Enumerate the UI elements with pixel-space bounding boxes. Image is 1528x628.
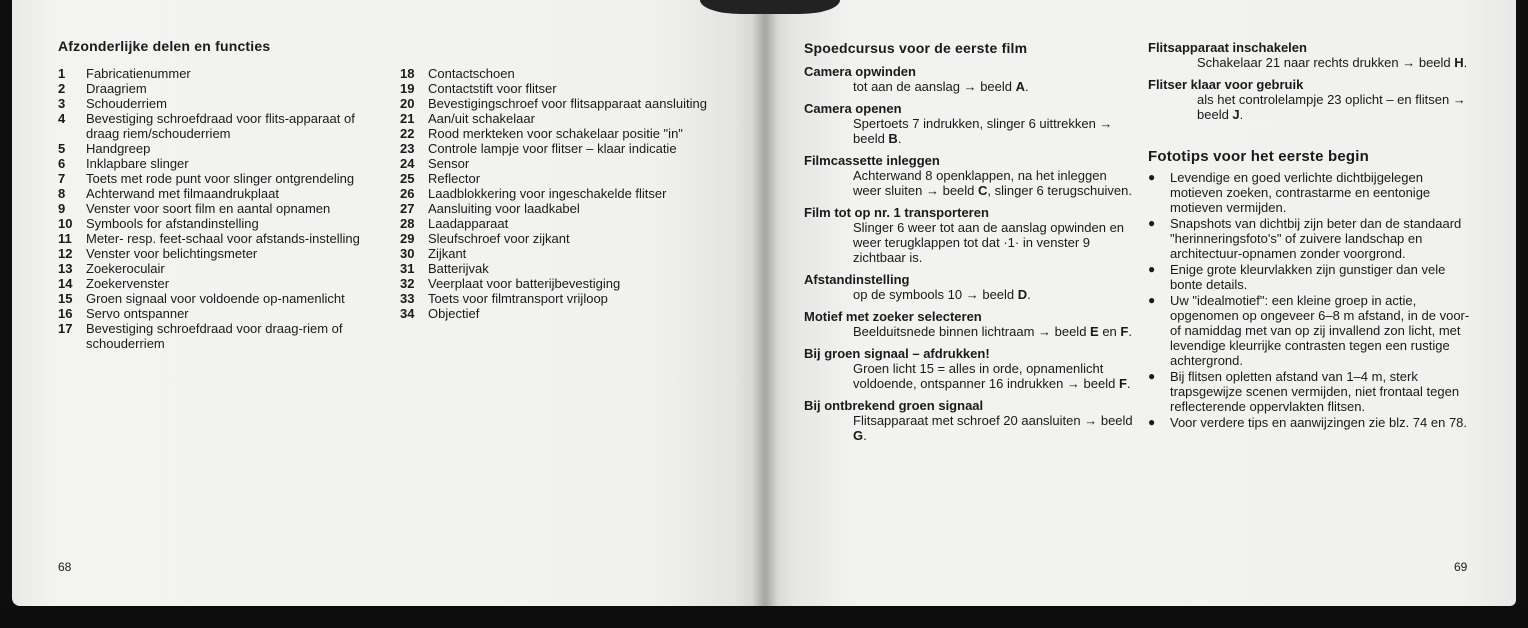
part-label: Contactstift voor flitser xyxy=(428,81,557,96)
parts-list-2 xyxy=(400,66,730,321)
section-text: . xyxy=(1239,107,1244,122)
section-text: . xyxy=(1463,55,1468,70)
section-body xyxy=(1148,92,1474,122)
part-label: Sensor xyxy=(428,156,470,171)
part-label: Toets met rode punt voor slinger ontgrendeling xyxy=(86,171,355,186)
section-text: Schakelaar 21 naar rechts drukken → beeld xyxy=(1197,55,1455,70)
tip-text: Voor verdere tips en aanwijzingen zie blz. 74 en 78. xyxy=(1170,415,1468,430)
part-label: Bevestigingschroef voor flitsapparaat aansluiting xyxy=(428,96,707,111)
part-label: Aan/uit schakelaar xyxy=(428,111,535,126)
part-number: 23 xyxy=(400,141,415,156)
part-label: Reflector xyxy=(428,171,481,186)
part-item xyxy=(58,96,388,111)
part-number: 2 xyxy=(58,81,66,96)
figure-ref: G xyxy=(853,428,864,443)
part-label: Meter- resp. feet-schaal voor afstands-instelling xyxy=(86,231,360,246)
part-label: Schouderriem xyxy=(86,96,167,111)
figure-ref: F xyxy=(1120,324,1129,339)
part-label: Handgreep xyxy=(86,141,151,156)
part-number: 4 xyxy=(58,111,66,126)
page-number-right: 69 xyxy=(1454,560,1468,574)
part-item xyxy=(58,321,388,351)
part-item xyxy=(400,141,730,156)
tip-text: Enige grote kleurvlakken zijn gunstiger dan vele bonte details. xyxy=(1170,262,1446,292)
section-body xyxy=(804,287,1134,302)
part-number: 9 xyxy=(58,201,66,216)
part-number: 31 xyxy=(400,261,415,276)
section-text: . xyxy=(1025,79,1029,94)
section-title: Flitsapparaat inschakelen xyxy=(1148,40,1307,55)
section-text: en xyxy=(1098,324,1121,339)
part-number: 3 xyxy=(58,96,66,111)
part-item xyxy=(58,276,388,291)
part-number: 12 xyxy=(58,246,73,261)
right-page xyxy=(764,0,1516,606)
part-number: 32 xyxy=(400,276,415,291)
part-number: 7 xyxy=(58,171,66,186)
section-body xyxy=(804,324,1134,339)
part-label: Zoekeroculair xyxy=(86,261,165,276)
part-item xyxy=(58,246,388,261)
bullet-icon: ● xyxy=(1148,262,1156,276)
part-number: 20 xyxy=(400,96,415,111)
tip-text: Levendige en goed verlichte dichtbijgelegen motieven zoeken, contrastarme en eentonige motieven vermijden. xyxy=(1170,170,1431,215)
bullet-icon: ● xyxy=(1148,216,1156,230)
bullet-icon: ● xyxy=(1148,170,1156,184)
section-title: Flitser klaar voor gebruik xyxy=(1148,77,1304,92)
part-number: 16 xyxy=(58,306,73,321)
part-number: 1 xyxy=(58,66,66,81)
part-item xyxy=(58,66,388,81)
part-number: 6 xyxy=(58,156,66,171)
part-label: Bevestiging schroefdraad voor flits-apparaat of draag riem/schouderriem xyxy=(86,111,355,141)
section-body xyxy=(804,79,1134,94)
part-label: Venster voor soort film en aantal opnamen xyxy=(86,201,331,216)
part-label: Groen signaal voor voldoende op-namenlicht xyxy=(86,291,345,306)
part-item xyxy=(58,306,388,321)
section-title: Bij groen signaal – afdrukken! xyxy=(804,346,990,361)
part-label: Venster voor belichtingsmeter xyxy=(86,246,258,261)
quick-course-heading: Spoedcursus voor de eerste film xyxy=(804,40,1028,56)
part-label: Bevestiging schroefdraad voor draag-riem of schouderriem xyxy=(86,321,343,351)
part-label: Veerplaat voor batterijbevestiging xyxy=(428,276,621,291)
section xyxy=(804,101,1134,146)
part-item xyxy=(58,81,388,96)
part-number: 27 xyxy=(400,201,415,216)
section-text: Groen licht 15 = alles in orde, opnamenlicht voldoende, ontspanner 16 indrukken → beeld xyxy=(853,361,1119,391)
part-number: 10 xyxy=(58,216,73,231)
section-body xyxy=(804,361,1134,391)
section-text: . xyxy=(1027,287,1031,302)
section-text: als het controlelampje 23 oplicht – en flitsen → beeld xyxy=(1197,92,1466,122)
part-item xyxy=(400,96,730,111)
bullet-icon: ● xyxy=(1148,369,1156,383)
part-item xyxy=(400,231,730,246)
part-label: Fabricatienummer xyxy=(86,66,191,81)
flash-sections xyxy=(1148,40,1474,129)
section-title: Motief met zoeker selecteren xyxy=(804,309,982,324)
section-text: Achterwand 8 openklappen, na het inleggen weer sluiten → beeld xyxy=(853,168,1107,198)
section xyxy=(804,205,1134,265)
tip-text: Snapshots van dichtbij zijn beter dan de standaard "herinneringsfoto's" of zuivere landschap en architectuur-opnamen zonder voorgrond. xyxy=(1170,216,1462,261)
part-number: 5 xyxy=(58,141,66,156)
part-label: Achterwand met filmaandrukplaat xyxy=(86,186,279,201)
part-item xyxy=(400,201,730,216)
part-item xyxy=(400,156,730,171)
section-title: Bij ontbrekend groen signaal xyxy=(804,398,984,413)
figure-ref: A xyxy=(1015,79,1026,94)
part-label: Sleufschroef voor zijkant xyxy=(428,231,570,246)
part-label: Zoekervenster xyxy=(86,276,170,291)
section-body xyxy=(804,413,1134,443)
tip-item xyxy=(1148,170,1474,215)
part-number: 26 xyxy=(400,186,415,201)
part-label: Laadapparaat xyxy=(428,216,509,231)
part-label: Servo ontspanner xyxy=(86,306,189,321)
section-text: Spertoets 7 indrukken, slinger 6 uittrekken → beeld xyxy=(853,116,1113,146)
part-item xyxy=(400,276,730,291)
part-number: 24 xyxy=(400,156,415,171)
figure-ref: B xyxy=(888,131,898,146)
part-label: Inklapbare slinger xyxy=(86,156,189,171)
part-item xyxy=(400,126,730,141)
section xyxy=(804,398,1134,443)
parts-heading: Afzonderlijke delen en functies xyxy=(58,38,271,54)
part-number: 13 xyxy=(58,261,73,276)
tip-item xyxy=(1148,216,1474,261)
part-number: 22 xyxy=(400,126,415,141)
tips-list xyxy=(1148,170,1474,431)
section-text: . xyxy=(897,131,902,146)
part-item xyxy=(58,201,388,216)
part-label: Contactschoen xyxy=(428,66,515,81)
part-number: 30 xyxy=(400,246,415,261)
part-number: 14 xyxy=(58,276,73,291)
section-body xyxy=(804,220,1134,265)
figure-ref: F xyxy=(1118,376,1127,391)
page-number-left: 68 xyxy=(58,560,72,574)
section-title: Afstandinstelling xyxy=(804,272,910,287)
figure-ref: D xyxy=(1017,287,1028,302)
section-title: Film tot op nr. 1 transporteren xyxy=(804,205,989,220)
part-item xyxy=(58,291,388,306)
part-item xyxy=(400,291,730,306)
part-item xyxy=(400,171,730,186)
part-number: 25 xyxy=(400,171,415,186)
part-item xyxy=(58,141,388,156)
tip-item xyxy=(1148,293,1474,368)
part-label: Symbools for afstandinstelling xyxy=(86,216,259,231)
tip-text: Bij flitsen opletten afstand van 1–4 m, sterk trapsgewijze scenen vermijden, niet frontaal tegen reflecterende oppervlakten flitsen. xyxy=(1170,369,1460,414)
section-text: Flitsapparaat met schroef 20 aansluiten → beeld xyxy=(853,413,1133,428)
tip-text: Uw "idealmotief": een kleine groep in actie, opgenomen op ongeveer 6–8 m afstand, in de voor- of namiddag met van op zij invallend zon licht, met levendige kleurrijke contrasten tegen een rustige achtergrond. xyxy=(1170,293,1470,368)
part-label: Batterijvak xyxy=(428,261,489,276)
bullet-icon: ● xyxy=(1148,415,1156,429)
tip-item xyxy=(1148,262,1474,292)
section-text: tot aan de aanslag → beeld xyxy=(853,79,1016,94)
tips-heading: Fototips voor het eerste begin xyxy=(1148,148,1370,165)
section xyxy=(804,272,1134,302)
part-item xyxy=(400,216,730,231)
part-item xyxy=(58,261,388,276)
section xyxy=(804,64,1134,94)
figure-ref: J xyxy=(1232,107,1240,122)
part-number: 15 xyxy=(58,291,73,306)
section-text: , slinger 6 terugschuiven. xyxy=(987,183,1132,198)
section-text: . xyxy=(1126,376,1131,391)
tip-item xyxy=(1148,415,1474,430)
part-number: 29 xyxy=(400,231,415,246)
section xyxy=(1148,40,1474,70)
part-number: 8 xyxy=(58,186,66,201)
part-number: 19 xyxy=(400,81,415,96)
part-label: Controle lampje voor flitser – klaar indicatie xyxy=(428,141,677,156)
spine xyxy=(700,0,840,14)
part-number: 17 xyxy=(58,321,73,336)
part-label: Toets voor filmtransport vrijloop xyxy=(428,291,608,306)
section-text: . xyxy=(863,428,867,443)
parts-list-1 xyxy=(58,66,388,351)
figure-ref: C xyxy=(978,183,988,198)
part-item xyxy=(400,81,730,96)
part-item xyxy=(58,111,388,141)
table-shadow xyxy=(0,606,1528,628)
section-text: op de symbools 10 → beeld xyxy=(853,287,1018,302)
section-body xyxy=(804,116,1134,146)
part-item xyxy=(400,246,730,261)
part-item xyxy=(400,111,730,126)
section-title: Camera opwinden xyxy=(804,64,916,79)
part-label: Aansluiting voor laadkabel xyxy=(428,201,580,216)
part-number: 34 xyxy=(400,306,415,321)
part-item xyxy=(58,231,388,246)
part-number: 33 xyxy=(400,291,415,306)
part-number: 18 xyxy=(400,66,415,81)
section-body xyxy=(1148,55,1474,70)
section-title: Filmcassette inleggen xyxy=(804,153,940,168)
part-item xyxy=(400,306,730,321)
quick-course-sections xyxy=(804,64,1134,450)
section-text: . xyxy=(1128,324,1132,339)
part-item xyxy=(58,216,388,231)
tip-item xyxy=(1148,369,1474,414)
left-page xyxy=(12,0,764,606)
part-number: 21 xyxy=(400,111,415,126)
part-label: Laadblokkering voor ingeschakelde flitser xyxy=(428,186,667,201)
section xyxy=(804,153,1134,198)
part-item xyxy=(58,186,388,201)
part-number: 28 xyxy=(400,216,415,231)
part-item xyxy=(58,156,388,171)
part-item xyxy=(400,66,730,81)
part-item xyxy=(58,171,388,186)
section xyxy=(804,309,1134,339)
part-item xyxy=(400,186,730,201)
part-label: Rood merkteken voor schakelaar positie "in" xyxy=(428,126,683,141)
part-label: Draagriem xyxy=(86,81,147,96)
bullet-icon: ● xyxy=(1148,293,1156,307)
section-text: Beelduitsnede binnen lichtraam → beeld xyxy=(853,324,1091,339)
figure-ref: H xyxy=(1454,55,1464,70)
section-title: Camera openen xyxy=(804,101,902,116)
section-body xyxy=(804,168,1134,198)
part-item xyxy=(400,261,730,276)
section xyxy=(1148,77,1474,122)
part-number: 11 xyxy=(58,231,72,246)
section-text: Slinger 6 weer tot aan de aanslag opwinden en weer terugklappen tot dat ·1· in venster 9 zichtbaar is. xyxy=(853,220,1125,265)
figure-ref: E xyxy=(1090,324,1099,339)
section xyxy=(804,346,1134,391)
part-label: Zijkant xyxy=(428,246,467,261)
part-label: Objectief xyxy=(428,306,480,321)
